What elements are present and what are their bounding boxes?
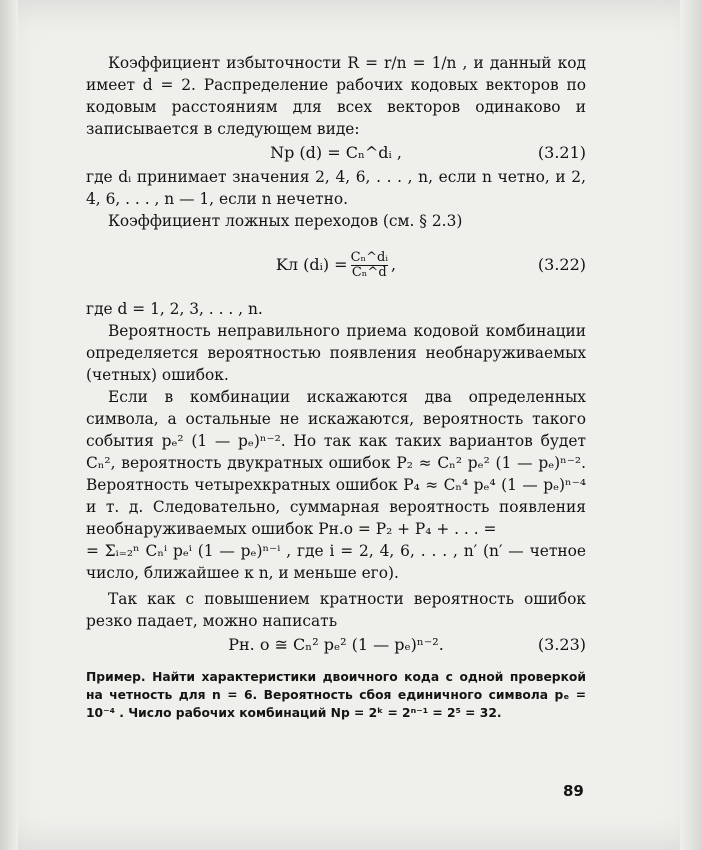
- page-edge-left: [0, 0, 18, 850]
- equation-3-22-fraction: [351, 251, 388, 280]
- paragraph-redundancy: Коэффициент избыточности R = r/n = 1/n , и данный код имеет d = 2. Распределение рабочих кодовых векторов по кодовым расстояниям для всех векторов одинаково и записывается в следующем виде:: [86, 54, 586, 138]
- example-note: Пример. Найти характеристики двоичного кода с одной проверкой на четность для n = 6. Вероятность сбоя единичного символа pₑ = 10⁻⁴ . Число рабочих комбинаций Nр = 2ᵏ = 2ⁿ⁻¹ = 2⁵ = 32.: [86, 670, 586, 720]
- paragraph-di-values: где dᵢ принимает значения 2, 4, 6, . . . , n, если n четно, и 2, 4, 6, . . . , n — 1, если n нечетно.: [86, 168, 586, 208]
- paragraph-error-probability: Если в комбинации искажаются два определенных символа, а остальные не искажаются, вероятность такого события pₑ² (1 — pₑ)ⁿ⁻². Но так как таких вариантов будет Cₙ², вероятность двукратных ошибок P₂ ≈ Cₙ² pₑ² (1 — pₑ)ⁿ⁻². Вероятность четырехкратных ошибок P₄ ≈ Cₙ⁴ pₑ⁴ (1 — pₑ)ⁿ⁻⁴ и т. д. Следовательно, суммарная вероятность появления необнаруживаемых ошибок Pн.о = P₂ + P₄ + . . . =: [86, 388, 586, 538]
- page-edge-right: [680, 0, 702, 850]
- equation-3-23-expr: Pн. о ≅ Cₙ² pₑ² (1 — pₑ)ⁿ⁻².: [228, 635, 444, 654]
- equation-3-21-number: (3.21): [537, 143, 586, 162]
- equation-3-21: [86, 142, 586, 164]
- paragraph-false-transitions: Коэффициент ложных переходов (см. § 2.3): [108, 212, 463, 230]
- equation-3-21-rhs: Cₙ^dᵢ ,: [345, 143, 402, 162]
- equation-3-22: [86, 234, 586, 296]
- paragraph-wrong-reception: Вероятность неправильного приема кодовой комбинации определяется вероятностью появления необнаруживаемых (четных) ошибок.: [86, 322, 586, 384]
- equation-3-22-lhs: Kл (dᵢ) =: [275, 255, 348, 274]
- page-content: [86, 52, 586, 722]
- equation-3-23: [86, 634, 586, 656]
- equation-3-22-tail: ,: [390, 255, 397, 274]
- paragraph-d-range: где d = 1, 2, 3, . . . , n.: [86, 300, 263, 318]
- equation-3-22-numerator: Cₙ^dᵢ: [350, 249, 388, 265]
- paragraph-summation: = Σᵢ₌₂ⁿ Cₙⁱ pₑⁱ (1 — pₑ)ⁿ⁻ⁱ , где i = 2, 4, 6, . . . , n′ (n′ — четное число, ближайшее к n, и меньше его).: [86, 542, 586, 582]
- equation-3-21-lhs: Nр (d) =: [270, 143, 341, 162]
- equation-3-22-denominator: Cₙ^d: [351, 264, 387, 280]
- paragraph-approximation: Так как с повышением кратности вероятность ошибок резко падает, можно написать: [86, 590, 586, 630]
- equation-3-22-number: (3.22): [537, 255, 586, 274]
- page-number: 89: [563, 782, 584, 800]
- equation-3-23-number: (3.23): [537, 635, 586, 654]
